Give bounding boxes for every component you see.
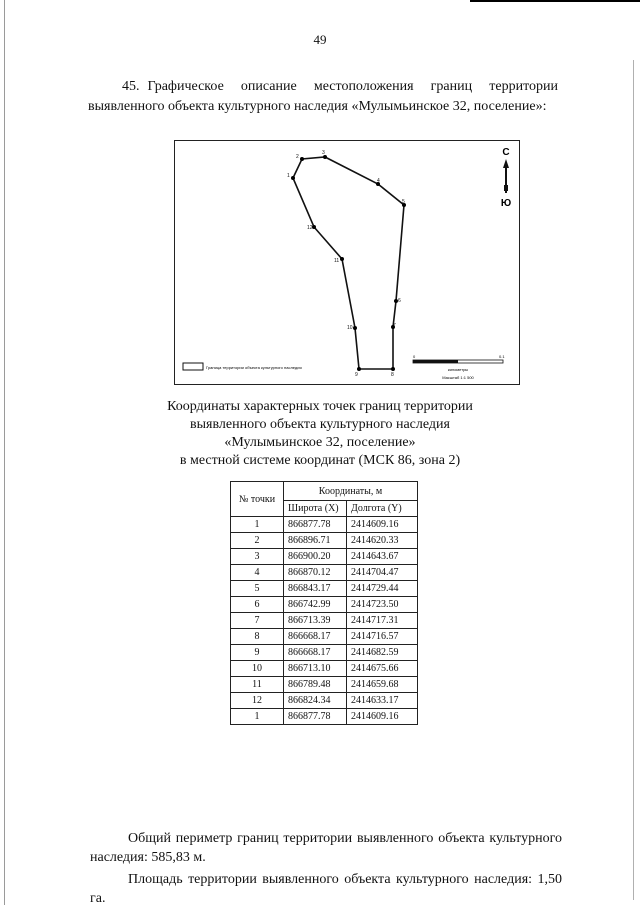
cell-point: 10: [231, 661, 284, 677]
cell-x: 866713.10: [284, 661, 347, 677]
header-latitude: Широта (X): [284, 501, 347, 517]
vertex-label-7: 7: [393, 323, 396, 329]
header-coordinates: Координаты, м: [284, 482, 418, 501]
section-heading: [88, 77, 558, 117]
cell-point: 5: [231, 581, 284, 597]
table-row: [231, 709, 418, 725]
coordinates-table: [230, 481, 418, 725]
north-arrow: [501, 147, 511, 209]
caption-line-2: выявленного объекта культурного наследия: [190, 417, 450, 432]
section-title: Графическое описание местоположения границ территории выявленного объекта культурного наследия «Мулымьинское 32, поселение»:: [88, 79, 558, 114]
cell-x: 866668.17: [284, 629, 347, 645]
vertex-12: [312, 225, 316, 229]
boundary-vertices: [291, 155, 406, 371]
legend-swatch: [183, 363, 203, 370]
boundary-map: [174, 140, 520, 385]
table-row: [231, 693, 418, 709]
cell-x: 866843.17: [284, 581, 347, 597]
table-row: [231, 613, 418, 629]
table-row: [231, 549, 418, 565]
cell-y: 2414609.16: [347, 517, 418, 533]
table-row: [231, 661, 418, 677]
table-row: [231, 629, 418, 645]
north-label: С: [502, 147, 510, 158]
table-row: [231, 533, 418, 549]
vertex-label-6: 6: [398, 298, 401, 304]
area-text: [90, 870, 562, 908]
cell-x: 866870.12: [284, 565, 347, 581]
vertex-label-10: 10: [347, 325, 353, 331]
vertex-label-4: 4: [377, 178, 380, 184]
vertex-label-2: 2: [296, 154, 299, 160]
cell-y: 2414729.44: [347, 581, 418, 597]
section-number: 45.: [122, 79, 140, 94]
caption-line-3: «Мулымьинское 32, поселение»: [224, 435, 416, 450]
legend-text: Граница территории объекта культурного наследия: [206, 365, 302, 370]
boundary-map-svg: [175, 141, 521, 386]
cell-y: 2414620.33: [347, 533, 418, 549]
cell-y: 2414716.57: [347, 629, 418, 645]
perimeter-value: Общий периметр границ территории выявленного объекта культурного наследия: 585,83 м.: [90, 831, 562, 865]
vertex-10: [353, 326, 357, 330]
caption-line-4: в местной системе координат (МСК 86, зона 2): [179, 453, 461, 468]
top-rule: [470, 0, 640, 2]
cell-y: 2414633.17: [347, 693, 418, 709]
vertex-11: [340, 257, 344, 261]
cell-y: 2414682.59: [347, 645, 418, 661]
cell-point: 9: [231, 645, 284, 661]
map-legend: [183, 363, 302, 370]
cell-x: 866824.34: [284, 693, 347, 709]
cell-point: 7: [231, 613, 284, 629]
south-label: Ю: [500, 198, 512, 209]
cell-x: 866789.48: [284, 677, 347, 693]
vertex-1: [291, 176, 295, 180]
vertex-9: [357, 367, 361, 371]
vertex-label-11: 11: [334, 258, 340, 264]
vertex-label-9: 9: [355, 372, 358, 378]
cell-y: 2414704.47: [347, 565, 418, 581]
header-point-number: № точки: [231, 482, 284, 517]
cell-point: 12: [231, 693, 284, 709]
cell-y: 2414717.31: [347, 613, 418, 629]
table-row: [231, 645, 418, 661]
vertex-8: [391, 367, 395, 371]
cell-y: 2414643.67: [347, 549, 418, 565]
cell-point: 4: [231, 565, 284, 581]
table-row: [231, 517, 418, 533]
table-row: [231, 565, 418, 581]
cell-x: 866896.71: [284, 533, 347, 549]
boundary-polygon: [293, 157, 404, 369]
scan-edge-right: [633, 60, 634, 900]
cell-point: 1: [231, 517, 284, 533]
cell-point: 6: [231, 597, 284, 613]
perimeter-text: [90, 829, 562, 867]
header-longitude: Долгота (Y): [347, 501, 418, 517]
vertex-label-5: 5: [402, 199, 405, 205]
scale-start: 0: [413, 354, 416, 359]
cell-x: 866668.17: [284, 645, 347, 661]
area-value: Площадь территории выявленного объекта культурного наследия: 1,50 га.: [90, 872, 562, 906]
vertex-label-8: 8: [391, 372, 394, 378]
table-row: [231, 581, 418, 597]
cell-point: 8: [231, 629, 284, 645]
cell-y: 2414675.66: [347, 661, 418, 677]
cell-point: 1: [231, 709, 284, 725]
page-number: 49: [313, 32, 327, 47]
cell-y: 2414723.50: [347, 597, 418, 613]
caption-line-1: Координаты характерных точек границ территории: [167, 399, 473, 414]
scale-end: 0.1: [499, 354, 505, 359]
table-row: [231, 677, 418, 693]
scale-unit: километры: [447, 367, 469, 372]
cell-x: 866877.78: [284, 709, 347, 725]
cell-x: 866900.20: [284, 549, 347, 565]
scale-bar: [413, 354, 505, 380]
cell-x: 866877.78: [284, 517, 347, 533]
cell-y: 2414659.68: [347, 677, 418, 693]
scale-ratio: Масштаб 1:1 500: [442, 375, 474, 380]
scan-edge-left: [4, 0, 5, 905]
vertex-label-12: 12: [307, 225, 313, 231]
cell-point: 11: [231, 677, 284, 693]
cell-y: 2414609.16: [347, 709, 418, 725]
cell-point: 3: [231, 549, 284, 565]
table-caption: [150, 398, 490, 470]
vertex-2: [300, 157, 304, 161]
cell-point: 2: [231, 533, 284, 549]
cell-x: 866742.99: [284, 597, 347, 613]
cell-x: 866713.39: [284, 613, 347, 629]
vertex-label-3: 3: [322, 150, 325, 156]
vertex-label-1: 1: [287, 173, 290, 179]
table-row: [231, 597, 418, 613]
